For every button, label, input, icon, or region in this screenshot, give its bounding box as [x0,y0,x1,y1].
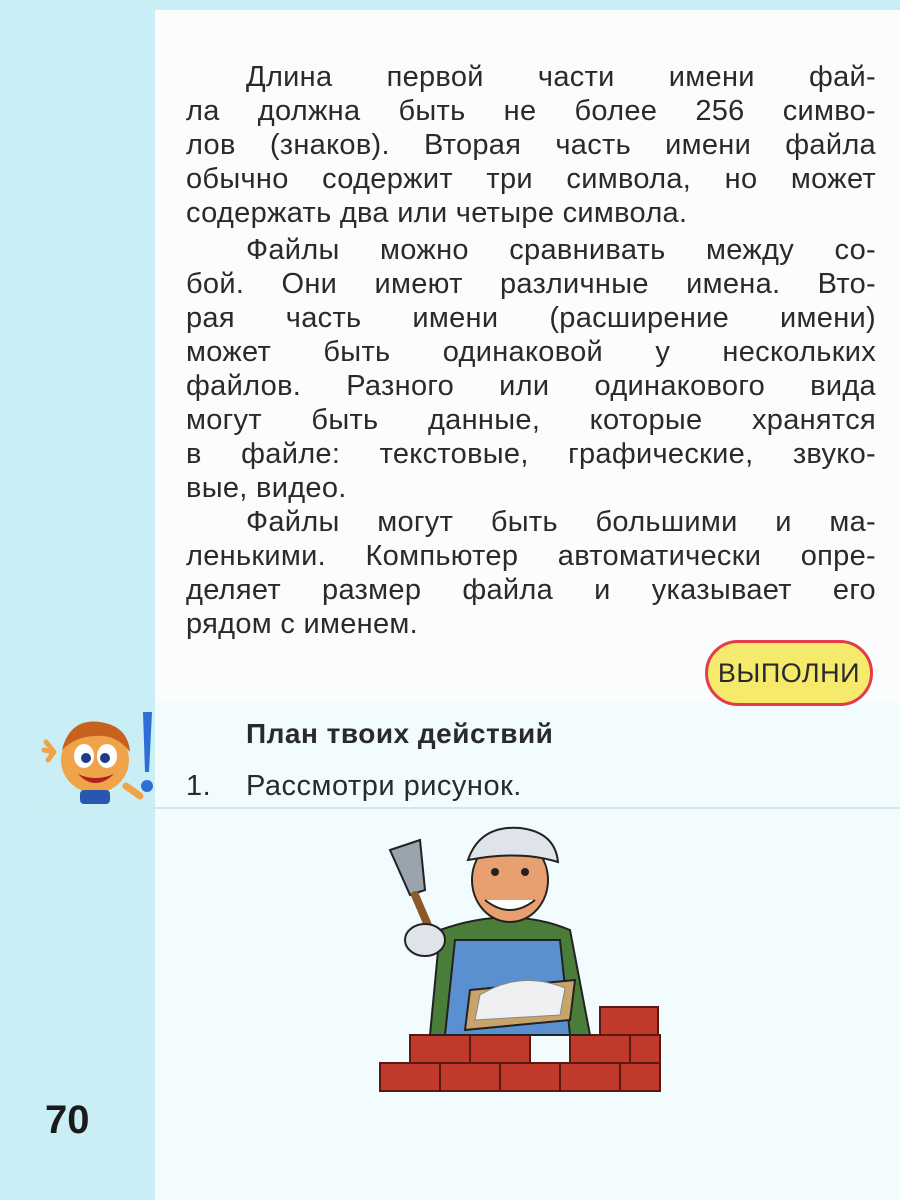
boy-mascot-icon [40,700,160,810]
paragraph-3 [186,505,876,641]
text-line: рядом с именем. [186,608,419,640]
text-line: Длина первой части имени фай- [246,61,876,93]
do-it-badge: ВЫПОЛНИ [705,640,873,706]
section-divider [30,807,900,809]
text-line: файлов. Разного или одинакового вида [186,370,876,402]
text-line: бой. Они имеют различные имена. Вто- [186,268,876,300]
paragraph-1 [186,60,876,230]
text-line: в файле: текстовые, графические, звуко- [186,438,876,470]
step-item [186,770,522,803]
text-line: Файлы можно сравнивать между со- [246,234,876,266]
left-margin-strip [0,0,155,1200]
text-line: ла должна быть не более 256 симво- [186,95,876,127]
text-line: обычно содержит три символа, но может [186,163,876,195]
plan-title: План твоих действий [246,718,554,749]
text-line: Файлы могут быть большими и ма- [246,506,876,538]
text-line: вые, видео. [186,472,347,504]
text-line: может быть одинаковой у нескольких [186,336,876,368]
text-line: рая часть имени (расширение имени) [186,302,876,334]
bricklayer-illustration [370,820,670,1110]
paragraph-2 [186,233,876,505]
text-line: могут быть данные, которые хранятся [186,404,876,436]
step-text: Рассмотри рисунок. [246,770,522,802]
text-line: деляет размер файла и указывает его [186,574,876,606]
text-line: лов (знаков). Вторая часть имени файла [186,129,876,161]
step-number: 1. [186,770,212,802]
text-line: содержать два или четыре символа. [186,197,688,229]
page-number: 70 [45,1098,90,1142]
text-line: ленькими. Компьютер автоматически опре- [186,540,876,572]
